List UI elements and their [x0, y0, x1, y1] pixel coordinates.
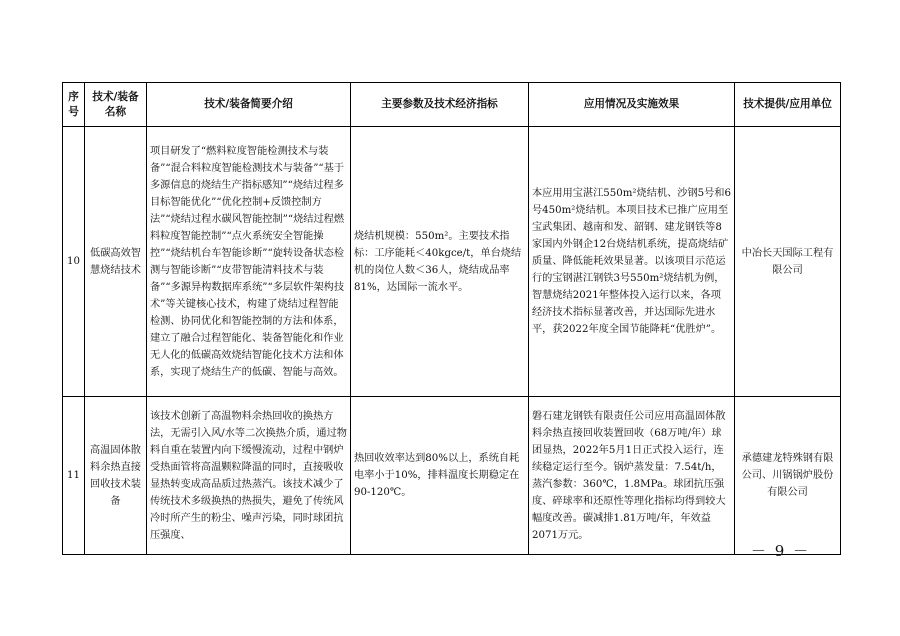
technology-table — [62, 82, 841, 555]
row-name: 高温固体散料余热直接回收技术装备 — [85, 397, 147, 555]
row-effect: 本应用用宝湛江550m²烧结机、沙钢5号和6号450m²烧结机。本项目技术已推广应用至宝武集团、越南和发、韶钢、建龙钢铁等8家国内外钢企12台烧结机系统，提高烧结矿质量、降低能耗效果显著。以该项目示范运行的宝钢湛江钢铁3号550m²烧结机为例，智慧烧结2021年整体投入运行以来，各项经济技术指标显著改善，并达国际先进水平，获2022年度全国节能降耗“优胜炉”。 — [529, 127, 735, 397]
table-row — [63, 127, 841, 397]
page-number: － 9 － — [751, 542, 811, 560]
header-params: 主要参数及技术经济指标 — [351, 83, 529, 127]
header-no: 序号 — [63, 83, 85, 127]
table-row — [63, 397, 841, 555]
row-provider: 承德建龙特殊钢有限公司、川锅锅炉股份有限公司 — [735, 397, 841, 555]
row-params: 热回收效率达到80%以上，系统自耗电率小于10%，排料温度长期稳定在90-120℃。 — [351, 397, 529, 555]
header-effect: 应用情况及实施效果 — [529, 83, 735, 127]
row-provider: 中冶长天国际工程有限公司 — [735, 127, 841, 397]
row-no: 10 — [63, 127, 85, 397]
row-name: 低碳高效智慧烧结技术 — [85, 127, 147, 397]
row-effect: 磐石建龙钢铁有限责任公司应用高温固体散料余热直接回收装置回收（68万吨/年）球团显热，2022年5月1日正式投入运行，连续稳定运行至今。锅炉蒸发量：7.54t/h，蒸汽参数：360℃，1.8MPa。球团抗压强度、碎球率和还原性等理化指标均得到较大幅度改善。碳减排1.81万吨/年，年效益2071万元。 — [529, 397, 735, 555]
row-params: 烧结机规模：550m²。主要技术指标：工序能耗＜40kgce/t，单台烧结机的岗位人数＜36人，烧结成品率81%，达国际一流水平。 — [351, 127, 529, 397]
header-intro: 技术/装备简要介绍 — [147, 83, 351, 127]
row-no: 11 — [63, 397, 85, 555]
header-row — [63, 83, 841, 127]
header-name: 技术/装备名称 — [85, 83, 147, 127]
header-provider: 技术提供/应用单位 — [735, 83, 841, 127]
row-intro: 项目研发了“燃料粒度智能检测技术与装备”“混合料粒度智能检测技术与装备”“基于多源信息的烧结生产指标感知”“烧结过程多目标智能优化”“优化控制+反馈控制方法”“烧结过程水碳风智能控制”“烧结过程燃料粒度智能控制”“点火系统安全智能操控”“烧结机台车智能诊断”“旋转设备状态检测与智能诊断”“皮带智能清料技术与装备”“多源异构数据库系统”“多层软件架构技术”等关键核心技术，构建了烧结过程智能检测、协同优化和智能控制的方法和体系，建立了融合过程智能化、装备智能化和作业无人化的低碳高效烧结智能化技术方法和体系，实现了烧结生产的低碳、智能与高效。 — [147, 127, 351, 397]
row-intro: 该技术创新了高温物料余热回收的换热方法，无需引入风/水等二次换热介质，通过物料自重在装置内向下缓慢流动，过程中钢炉受热面管将高温颗粒降温的同时，直接吸收显热转变成高品质过热蒸汽。该技术减少了传统技术多级换热的热损失，避免了传统风冷时所产生的粉尘、噪声污染，同时球团抗压强度、 — [147, 397, 351, 555]
